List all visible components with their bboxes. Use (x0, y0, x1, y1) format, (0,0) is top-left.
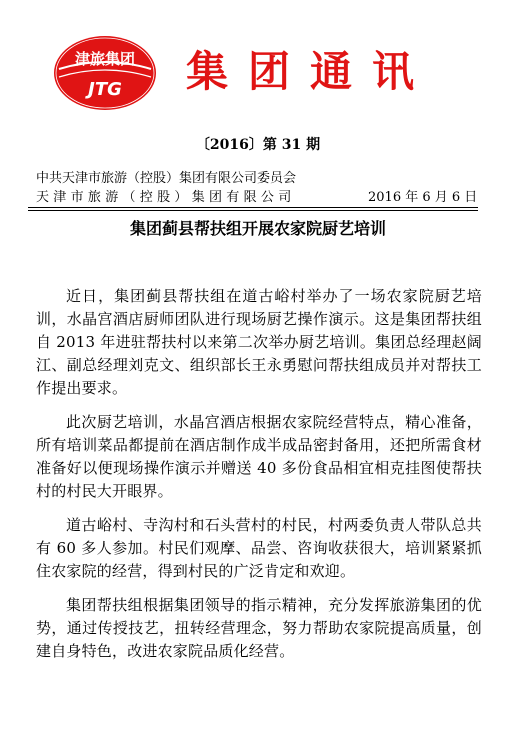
logo-text: 津旅集团 (74, 50, 136, 68)
article-body (36, 285, 482, 663)
publisher-party-committee: 中共天津市旅游（控股）集团有限公司委员会 (36, 171, 297, 186)
divider-rule (28, 210, 478, 211)
logo-abbr: JTG (88, 79, 122, 100)
article-paragraph: 集团帮扶组根据集团领导的指示精神，充分发挥旅游集团的优势，通过传授技艺，扭转经营理念，努力帮助农家院提高质量，创建自身特色，改进农家院品质化经营。 (36, 596, 482, 660)
article-paragraph: 此次厨艺培训，水晶宫酒店根据农家院经营特点，精心准备，所有培训菜品都提前在酒店制作成半成品密封备用，还把所需食材准备好以便现场操作演示并赠送 40 多份食品相宜相克挂图使帮扶村的村民大开眼界。 (36, 413, 482, 500)
publisher-company: 天津市旅游（控股）集团有限公司 (36, 190, 296, 205)
divider-rule (28, 207, 478, 208)
masthead-title: 集团通讯 (186, 47, 435, 96)
article-paragraph: 近日，集团蓟县帮扶组在道古峪村举办了一场农家院厨艺培训，水晶宫酒店厨师团队进行现场厨艺操作演示。这是集团帮扶组自 2013 年进驻帮扶村以来第二次举办厨艺培训。集团总经理赵阔江、副总经理刘克文、组织部长王永勇慰问帮扶组成员并对帮扶工作提出要求。 (36, 287, 482, 397)
publish-date: 2016 年 6 月 6 日 (368, 190, 478, 205)
issue-number: 〔2016〕第 31 期 (195, 137, 321, 153)
jtg-logo (53, 35, 157, 111)
article-paragraph: 道古峪村、寺沟村和石头营村的村民，村两委负责人带队总共有 60 多人参加。村民们观摩、品尝、咨询收获很大，培训紧紧抓住农家院的经营，得到村民的广泛肯定和欢迎。 (36, 516, 482, 580)
jtg-logo-icon (53, 35, 157, 111)
article-title: 集团蓟县帮扶组开展农家院厨艺培训 (129, 219, 386, 238)
